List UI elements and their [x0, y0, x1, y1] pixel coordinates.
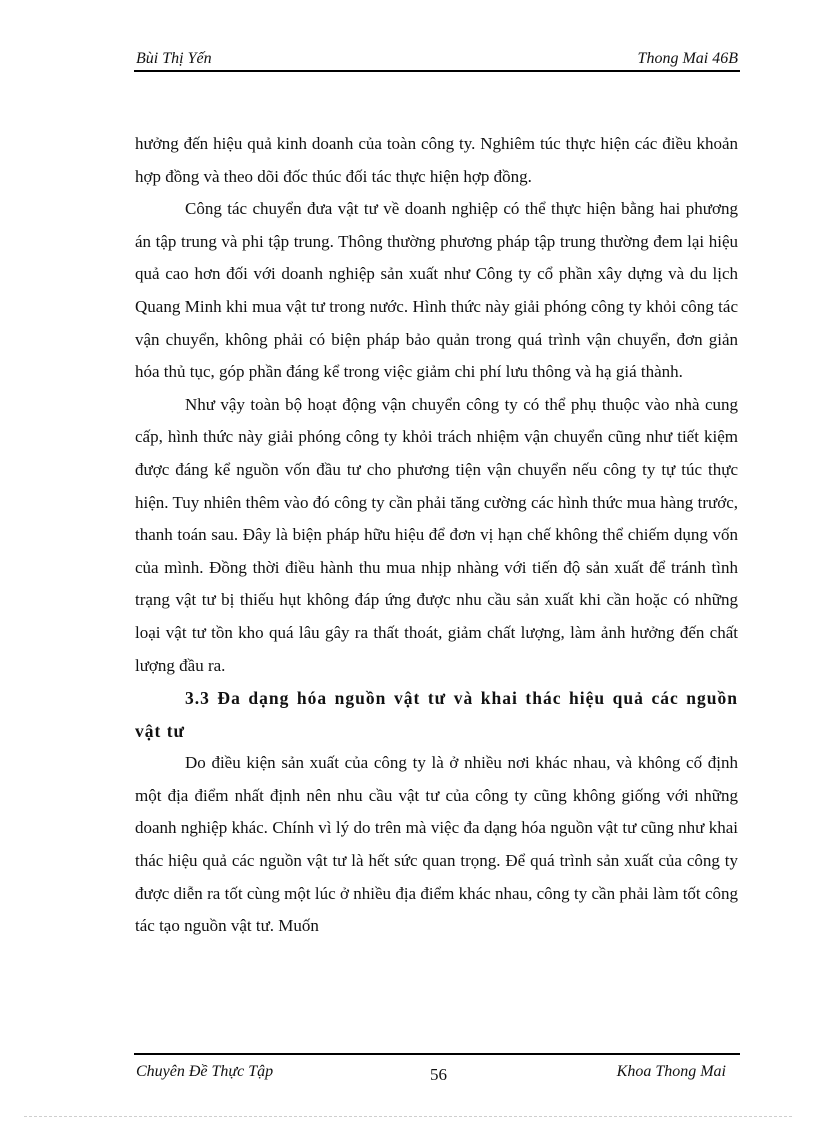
page-edge-divider [24, 1116, 792, 1117]
page-header [134, 48, 740, 72]
paragraph-3: Như vậy toàn bộ hoạt động vận chuyển công ty có thể phụ thuộc vào nhà cung cấp, hình thức này giải phóng công ty khỏi trách nhiệm vận chuyển cũng như tiết kiệm được đáng kể nguồn vốn đầu tư cho phương tiện vận chuyển nếu công ty tự túc thực hiện. Tuy nhiên thêm vào đó công ty cần phải tăng cường các hình thức mua hàng trước, thanh toán sau. Đây là biện pháp hữu hiệu để đơn vị hạn chế không thể chiếm dụng vốn của mình. Đồng thời điều hành thu mua nhịp nhàng với tiến độ sản xuất để tránh tình trạng vật tư bị thiếu hụt không đáp ứng được nhu cầu sản xuất khi cần hoặc có những loại vật tư tồn kho quá lâu gây ra thất thoát, giảm chất lượng, làm ảnh hưởng đến chất lượng đầu ra. [135, 394, 738, 675]
document-body [135, 128, 738, 943]
paragraph-4: Do điều kiện sản xuất của công ty là ở nhiều nơi khác nhau, và không cố định một địa điểm nhất định nên nhu cầu vật tư của công ty cũng không giống với những doanh nghiệp khác. Chính vì lý do trên mà việc đa dạng hóa nguồn vật tư cũng như khai thác hiệu quả các nguồn vật tư là hết sức quan trọng. Để quá trình sản xuất của công ty được diễn ra tốt cùng một lúc ở nhiều địa điểm khác nhau, công ty cần phải làm tốt công tác tạo nguồn vật tư. Muốn [135, 753, 738, 936]
paragraph-1: hưởng đến hiệu quả kinh doanh của toàn công ty. Nghiêm túc thực hiện các điều khoản hợp đồng và theo dõi đốc thúc đối tác thực hiện hợp đồng. [135, 134, 738, 186]
paragraph-2: Công tác chuyển đưa vật tư về doanh nghiệp có thể thực hiện bằng hai phương án tập trung và phi tập trung. Thông thường phương pháp tập trung thường đem lại hiệu quả cao hơn đối với doanh nghiệp sản xuất như Công ty cổ phần xây dựng và du lịch Quang Minh khi mua vật tư trong nước. Hình thức này giải phóng công ty khỏi công tác vận chuyển, không phải có biện pháp bảo quản trong quá trình vận chuyển, đơn giản hóa thủ tục, góp phần đáng kể trong việc giảm chi phí lưu thông và hạ giá thành. [135, 199, 738, 382]
footer-title: Chuyên Đề Thực Tập [136, 1063, 274, 1080]
page-number: 56 [430, 1065, 447, 1084]
section-heading: 3.3 Đa dạng hóa nguồn vật tư và khai thác hiệu quả các nguồn vật tư [135, 688, 738, 741]
footer-department: Khoa Thong Mai [616, 1063, 726, 1080]
header-author: Bùi Thị Yến [136, 50, 212, 67]
page-footer [134, 1053, 740, 1085]
header-class: Thong Mai 46B [637, 50, 738, 67]
